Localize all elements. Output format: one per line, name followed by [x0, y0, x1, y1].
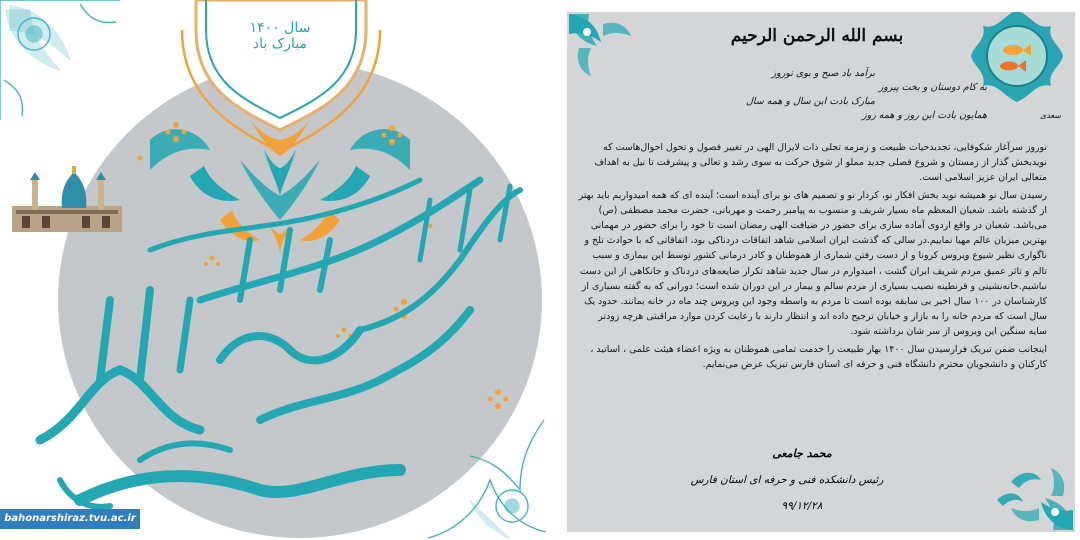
poem-line-1: برآمد باد صبح و بوی نوروز: [771, 68, 875, 79]
poem-line-4: همایون بادت این روز و همه روز: [862, 110, 987, 121]
letter-date: ۹۹/۱۲/۲۸: [781, 500, 823, 512]
poem-line-2: به کام دوستان و بخت پیروز: [878, 82, 987, 93]
signer-name: محمد جامعی: [772, 447, 832, 460]
site-url-label: bahonarshiraz.tvu.ac.ir: [0, 509, 140, 529]
year-greeting-text: سال ۱۴۰۰ مبارک باد: [249, 20, 311, 52]
bottom-right-arabesque: [428, 420, 546, 538]
top-left-arabesque: [0, 0, 120, 120]
signer-title: رئیس دانشکده فنی و حرفه ای استان فارس: [690, 474, 884, 486]
letter-paragraph: نوروز سرآغاز شکوفایی، تجدیدحیات طبیعت و زمزمه تجلی ذات لایزال الهی در تغییر فصول و تحول احوال‌هاست که نویدبخش گذار از زمستان و شروع فصلی جدید مملو از شوق حرکت به سوی رشد و تعالی و پیشرفت تا نیل به اهداف متعالی ایران عزیز اسلامی است.: [594, 142, 1047, 184]
letter-body: [577, 140, 1047, 372]
small-flourishes: [997, 473, 1041, 506]
poem-line-3: مبارک بادت این سال و همه سال: [746, 96, 875, 107]
nowruz-letter: [567, 12, 1075, 532]
top-left-flourish: [569, 14, 631, 76]
poem-author: سعدی: [1039, 111, 1061, 120]
basmala-heading: بسم الله الرحمن الرحیم: [730, 26, 904, 46]
letter-paragraph: رسیدن سال نو همیشه نوید بخش افکار نو، کردار نو و تصمیم های نو برای آینده است؛ آینده ای که همه امیدواریم باید بهتر از گذشته باشد. شعبان المعظم ماه بسیار شریف و منسوب به پیامبر رحمت و مهربانی، حضرت محمد مصطفی (ص) می‌باشد. شعبان در واقع اردوی آماده سازی برای حضور در ضیافت الهی رمضان است تا خود را برای حضور در مهمانی بهترین میزبان عالم مهیا نماییم.در سالی که گذشت ایران اسلامی شاهد اتفاقات دردناکی بود، اتفاقاتی که با حوادث تلخ و ناگواری نظیر شیوع ویروس کرونا و از دست رفتن شماری از هموطنان و کادر درمانی کشور توسط این بیماری و سبب تالم و تاثر عمیق مردم شریف ایران گشت ، امیدوارم در سال جدید شاهد تکرار ضایعه‌های دردناک و جانکاهی از این دست نباشیم.خانه‌نشینی و قرنطینه نصیب بسیاری از مردم سالم و بیمار در این دوران شده است؛ دورانی که به گفته بسیاری از کارشناسان در ۱۰۰ سال اخیر بی سابقه بوده است تا مردم به واسطه وجود این ویروس چند ماه در خانه بمانند. حدود یک سال است که مردم خانه را به بازار و خیابان ترجیح داده اند و انتظار دارند با رعایت کردن موارد مراقبتی هرچه زودتر سایه سنگین این ویروس از سر شان برداشته شود.: [578, 189, 1047, 338]
shrine-photo: [2, 166, 130, 238]
letter-paragraph: اینجانب ضمن تبریک فرارسیدن سال ۱۴۰۰ بهار طبیعت را خدمت تمامی هموطنان به ویژه اعضاء هیئت علمی ، اساتید ، کارکنان و دانشجویان محترم دانشگاه فنی و حرفه ای استان فارس تبریک عرض می‌نمایم.: [590, 343, 1047, 370]
